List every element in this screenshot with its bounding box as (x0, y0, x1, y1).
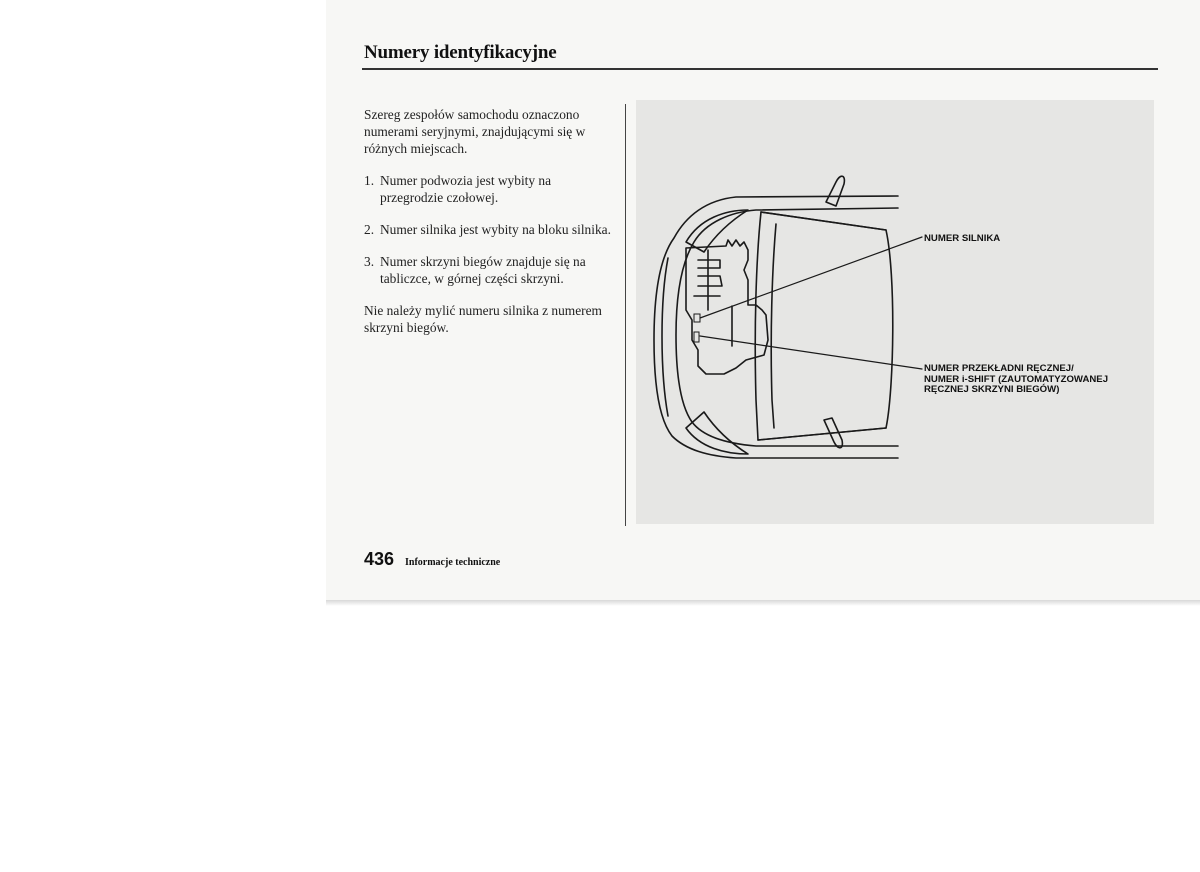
intro-paragraph: Szereg zespołów samochodu oznaczono numerami seryjnymi, znajdującymi się w różnych miejscach. (364, 107, 586, 156)
list-item (364, 253, 616, 287)
list-item (364, 172, 616, 206)
page-title: Numery identyfikacyjne (364, 42, 557, 63)
transmission-number-label (924, 364, 1108, 396)
page-edge-shadow (326, 600, 1200, 606)
list-item-number: 3. (364, 254, 375, 269)
front-bumper (662, 258, 668, 416)
engine-detail-2 (698, 276, 722, 286)
note-paragraph: Nie należy mylić numeru silnika z numerem skrzyni biegów. (364, 303, 602, 335)
list-item-number: 2. (364, 222, 375, 237)
transmission-number-marker (694, 332, 699, 342)
list-item (364, 221, 616, 238)
column-divider (625, 104, 626, 526)
car-top-view-diagram (636, 100, 1154, 524)
transmission-label-line: RĘCZNEJ SKRZYNI BIEGÓW) (924, 384, 1060, 395)
list-item-text: Numer silnika jest wybity na bloku silnika. (380, 222, 611, 237)
section-name: Informacje techniczne (405, 557, 501, 568)
page-number: 436 (364, 549, 395, 569)
engine-number-label: NUMER SILNIKA (924, 233, 1001, 244)
list-item-number: 1. (364, 173, 375, 188)
a-pillar-top (761, 212, 886, 230)
windshield-inner (771, 224, 776, 428)
list-item-text: Numer skrzyni biegów znajduje się na tabliczce, w górnej części skrzyni. (380, 254, 586, 286)
engine-number-marker (694, 314, 700, 322)
engine-detail-1 (698, 260, 720, 268)
engine-number-leader (700, 237, 922, 318)
list-item-text: Numer podwozia jest wybity na przegrodzie czołowej. (380, 173, 552, 205)
text-column (364, 106, 616, 351)
car-diagram-figure (636, 100, 1154, 524)
title-divider (362, 68, 1158, 70)
windshield (755, 212, 893, 440)
transmission-number-leader (700, 336, 922, 369)
id-number-list (364, 172, 616, 287)
transmission-label-line: NUMER i-SHIFT (ZAUTOMATYZOWANEJ (924, 373, 1109, 385)
left-mirror (826, 176, 844, 206)
right-headlight (686, 412, 748, 454)
a-pillar-bottom (758, 428, 886, 440)
transmission-label-line: NUMER PRZEKŁADNI RĘCZNEJ/ (924, 363, 1074, 374)
